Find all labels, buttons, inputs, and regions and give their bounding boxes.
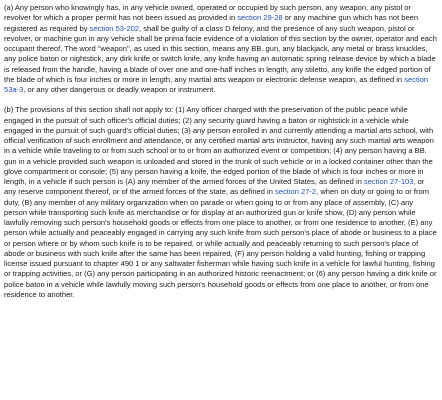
statute-text: or any machine gun which has not been registered as required by (4, 13, 419, 33)
statute-paragraph-a (4, 3, 438, 95)
section-reference-link[interactable]: section 53-202 (89, 23, 140, 33)
statute-text: , or any reserve component thereof, or of the armed forces of the state, as defined in (4, 177, 425, 197)
statute-text: , when on duty or going to or from duty, (B) any member of any military organization when on parade or when going to or from any place of assembly, (C) any person while transporting such knife as merchandise or for display at an authorized gun or knife show, (D) any person while lawfully removing such person's household goods or effects from one place to another, or from one residence to another, (E) any person while actually and peaceably engaged in carrying any such knife from such person's place of abode or business to a place or person where or by whom such knife is to be repaired, or while actually and peaceably returning to such person's place of abode or business with such knife after the same has been repaired, (F) any person holding a valid hunting, fishing or trapping license issued pursuant to chapter 490 1 or any saltwater fisherman while having such knife in a vehicle for lawful hunting, fishing or trapping activities, or (G) any person participating in an authorized historic reenactment; or (6) any person having a dirk knife or police baton in a vehicle while lawfully moving such person's household goods or effects from one place to another, or from one residence to another. (4, 187, 437, 299)
section-reference-link[interactable]: section 29-28 (237, 13, 283, 23)
section-reference-link[interactable]: section 27-2 (275, 187, 317, 197)
statute-paragraph-b (4, 105, 438, 300)
statute-text: (b) The provisions of this section shall not apply to: (1) Any officer charged with the preservation of the public peace while engaged in the pursuit of such officer's official duties; (2) any security guard having a baton or nightstick in a vehicle while engaged in the pursuit of such guard's official duties; (3) any person enrolled in and currently attending a martial arts school, with official verification of such enrollment and attendance, or any certified martial arts instructor, having any such martial arts weapon in a vehicle while traveling to or from such school or to or from an authorized event or competition; (4) any person having a BB. gun in a vehicle provided such weapon is unloaded and stored in the trunk of such vehicle or in a locked container other than the glove compartment or console; (5) any person having a knife, the edged portion of the blade of which is four inches or more in length, in a vehicle if such person is (A) any member of the armed forces of the United States, as defined in (4, 105, 434, 186)
section-reference-link[interactable]: section 53a-3 (4, 74, 429, 94)
statute-text: (a) Any person who knowingly has, in any vehicle owned, operated or occupied by such person, any weapon, any pistol or revolver for which a proper permit has not been issued as provided in (4, 3, 411, 23)
statute-text: , shall be guilty of a class D felony, and the presence of any such weapon, pistol or revolver, or machine gun in any vehicle shall be prima facie evidence of a violation of this section by the owner, operator and each occupant thereof. The word "weapon", as used in this section, means any BB. gun, any blackjack, any metal or brass knuckles, any police baton or nightstick, any dirk knife or switch knife, any knife having an automatic spring release device by which a blade is released from the handle, having a blade of over one and one-half inches in length, any stiletto, any knife the edged portion of the blade of which is four inches or more in length, any martial arts weapon or electronic defense weapon, as defined in (4, 23, 437, 84)
statute-text: , or any other dangerous or deadly weapon or instrument. (23, 85, 216, 94)
section-reference-link[interactable]: section 27-103 (363, 177, 414, 186)
